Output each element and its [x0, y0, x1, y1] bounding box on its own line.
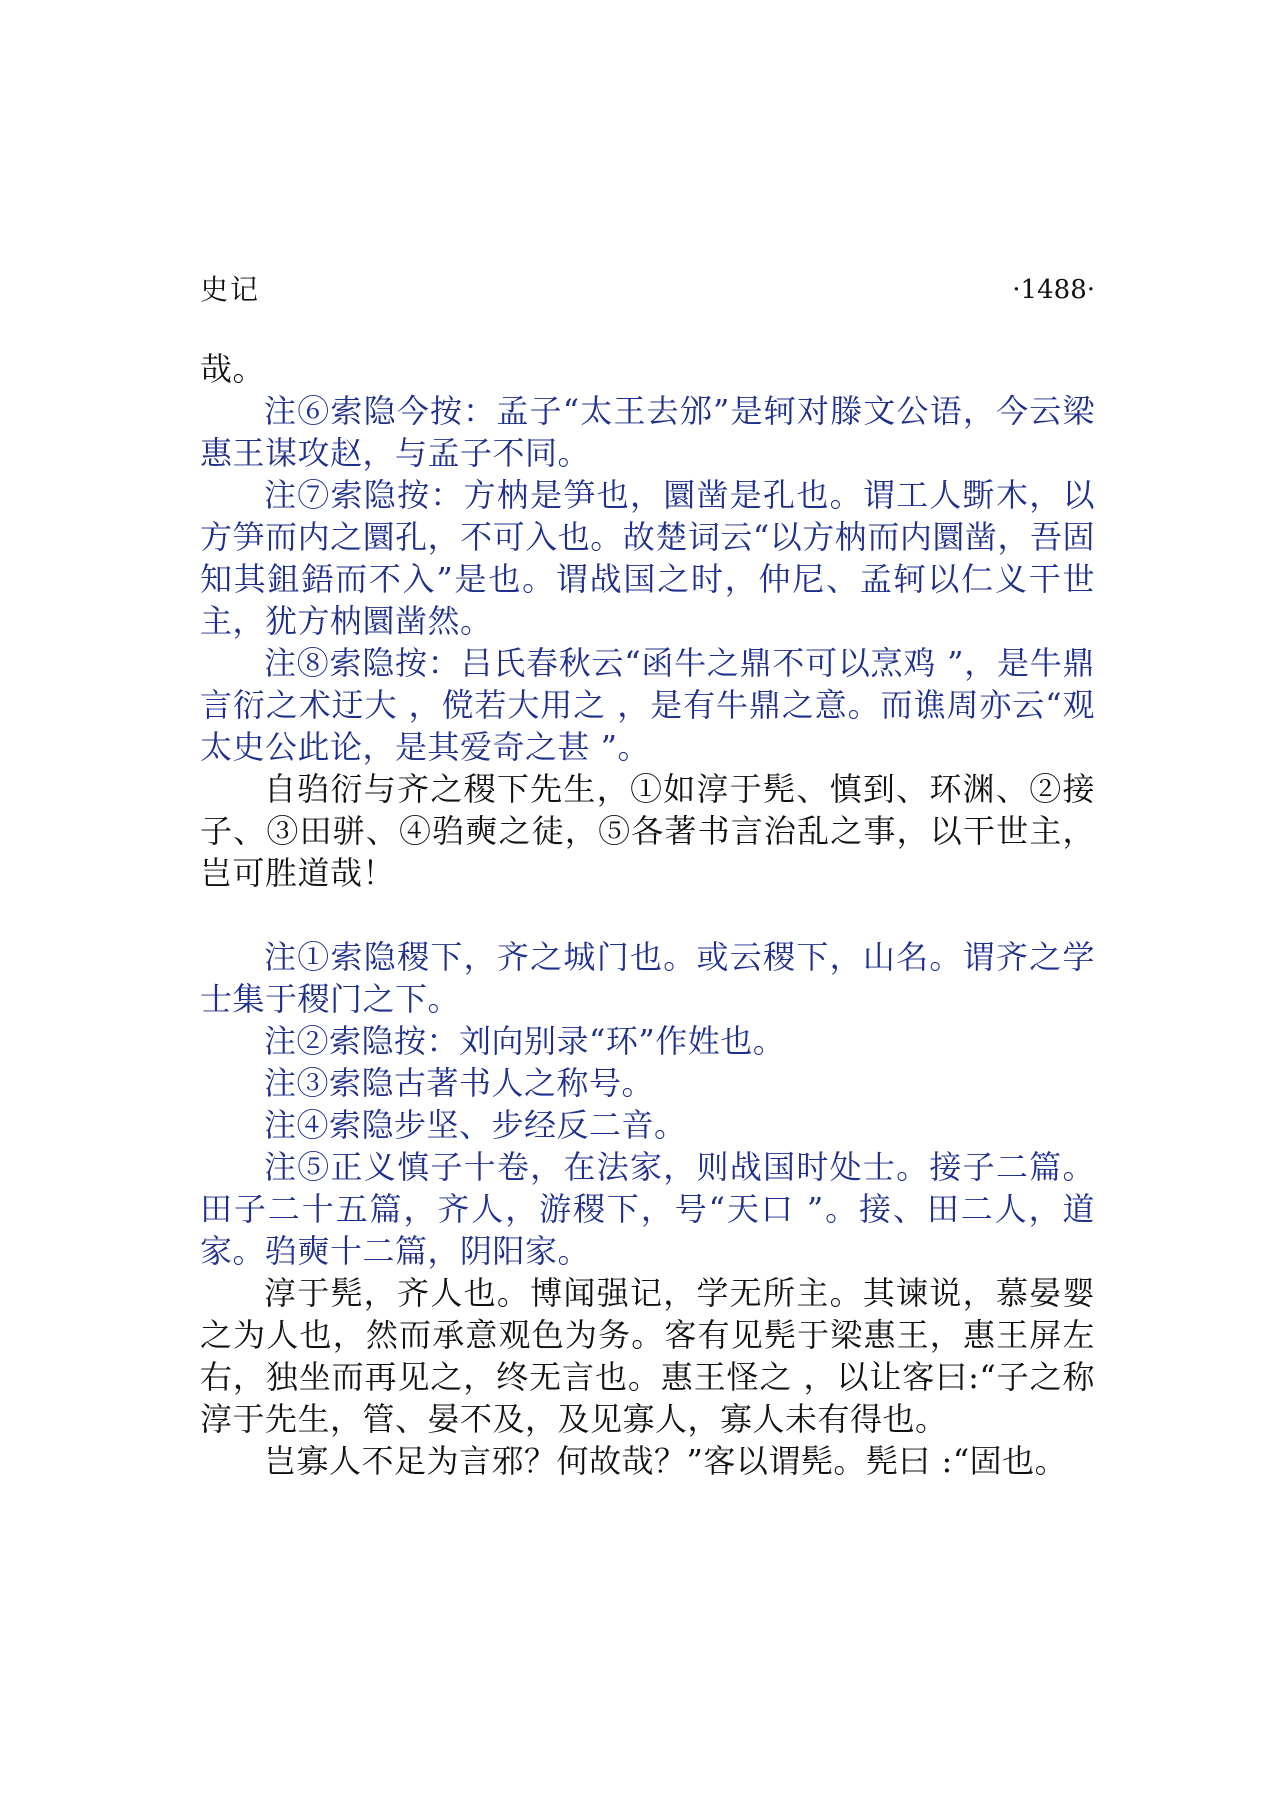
annotation-note-4: 注④索隐步坚、步经反二音。 [264, 1106, 687, 1144]
page-header [200, 268, 1095, 312]
paragraph-gap [200, 894, 1095, 936]
annotation-note-7: 注⑦索隐按：方枘是笋也，圜凿是孔也。谓工人斲木，以方笋而内之圜孔，不可入也。故楚词云“以方枘而内圜凿，吾固知其鉏鋙而不入”是也。谓战国之时，仲尼、孟轲以仁义干世主，犹方枘圜凿然。 [200, 476, 1095, 640]
annotation-note-2: 注②索隐按：刘向别录“环”作姓也。 [264, 1022, 786, 1060]
book-title: 史记 [200, 273, 261, 306]
main-text-paragraph: 哉。 [200, 350, 266, 388]
annotation-note-5: 注⑤正义慎子十卷，在法家，则战国时处士。接子二篇。田子二十五篇，齐人，游稷下，号“天口 ”。接、田二人，道家。驺奭十二篇，阴阳家。 [200, 1148, 1095, 1270]
annotation-note-1: 注①索隐稷下，齐之城门也。或云稷下，山名。谓齐之学士集于稷门之下。 [200, 938, 1095, 1018]
annotation-note-3: 注③索隐古著书人之称号。 [264, 1064, 655, 1102]
page-body [200, 348, 1095, 1482]
main-text-paragraph: 自驺衍与齐之稷下先生，①如淳于髡、慎到、环渊、②接子、③田骈、④驺奭之徒，⑤各著书言治乱之事，以干世主，岂可胜道哉！ [200, 770, 1095, 892]
main-text-paragraph: 淳于髡，齐人也。博闻强记，学无所主。其谏说，慕晏婴之为人也，然而承意观色为务。客有见髡于梁惠王，惠王屏左右，独坐而再见之，终无言也。惠王怪之 ，以让客曰:“子之称淳于先生，管、晏不及，及见寡人，寡人未有得也。 [200, 1274, 1095, 1438]
main-text-paragraph: 岂寡人不足为言邪？何故哉？”客以谓髡。髡曰 :“固也。 [264, 1442, 1068, 1480]
annotation-note-8: 注⑧索隐按：吕氏春秋云“函牛之鼎不可以烹鸡 ”，是牛鼎言衍之术迂大 ，傥若大用之 ，是有牛鼎之意。而谯周亦云“观太史公此论，是其爱奇之甚 ”。 [200, 644, 1095, 766]
page-number: ·1488· [1012, 275, 1095, 305]
annotation-note-6: 注⑥索隐今按：孟子“太王去邠”是轲对滕文公语，今云梁惠王谋攻赵，与孟子不同。 [200, 392, 1095, 472]
